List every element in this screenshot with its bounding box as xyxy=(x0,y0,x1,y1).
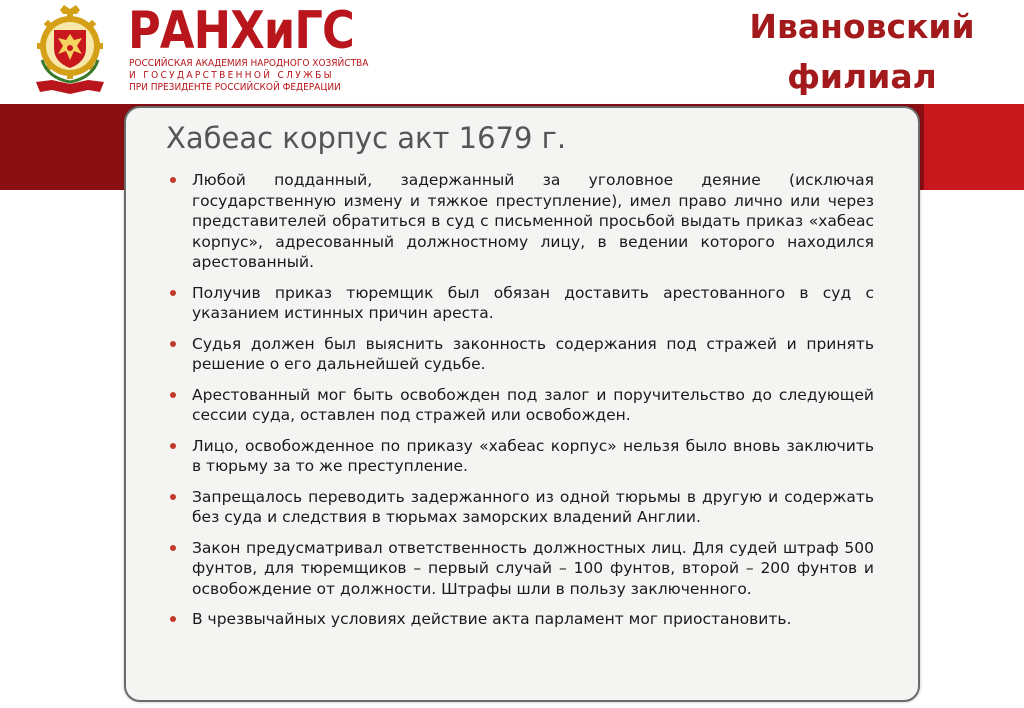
bullet-dot-icon xyxy=(170,177,176,183)
branch-line-2: филиал xyxy=(787,57,937,96)
bullet-text: В чрезвычайных условиях действие акта парламент мог приостановить. xyxy=(192,610,792,628)
bullet-dot-icon xyxy=(170,616,176,622)
bullet-text: Судья должен был выяснить законность содержания под стражей и принять решение о его дальнейшей судьбе. xyxy=(192,334,874,373)
bullet-item xyxy=(168,334,874,375)
eagle-emblem-icon xyxy=(30,4,110,98)
bullet-text: Любой подданный, задержанный за уголовное деяние (исключая государственную измену и тяжкое преступление), имел право лично или через представителей обратиться в суд с письменной просьбой выдать приказ «хабеас корпус», адресованный должностному лицу, в ведении которого находился арестованный. xyxy=(192,171,874,271)
bullet-dot-icon xyxy=(170,341,176,347)
bullet-item xyxy=(168,487,874,528)
bullet-list xyxy=(168,170,874,640)
bullet-dot-icon xyxy=(170,290,176,296)
bullet-dot-icon xyxy=(170,545,176,551)
bullet-dot-icon xyxy=(170,494,176,500)
slide-content-card xyxy=(124,106,920,702)
slide-title: Хабеас корпус акт 1679 г. xyxy=(166,121,567,155)
bullet-item xyxy=(168,283,874,324)
bullet-dot-icon xyxy=(170,392,176,398)
bullet-item xyxy=(168,538,874,600)
bullet-text: Запрещалось переводить задержанного из одной тюрьмы в другую и содержать без суда и следствия в тюрьмах заморских владений Англии. xyxy=(192,487,874,526)
branch-name xyxy=(742,2,982,102)
bullet-dot-icon xyxy=(170,443,176,449)
logo-title: РАНХиГС xyxy=(128,1,354,61)
logo-subtitle-line-3: ПРИ ПРЕЗИДЕНТЕ РОССИЙСКОЙ ФЕДЕРАЦИИ xyxy=(129,82,341,93)
bullet-item xyxy=(168,385,874,426)
bullet-text: Закон предусматривал ответственность должностных лиц. Для судей штраф 500 фунтов, для тюремщиков – первый случай – 100 фунтов, второй – 200 фунтов и освобождение от должности. Штрафы шли в пользу заключенного. xyxy=(192,538,874,598)
logo-subtitle-line-1: РОССИЙСКАЯ АКАДЕМИЯ НАРОДНОГО ХОЗЯЙСТВА xyxy=(129,58,369,69)
branch-line-1: Ивановский xyxy=(749,7,975,46)
bullet-item xyxy=(168,170,874,273)
header-band-accent xyxy=(924,104,1024,190)
header xyxy=(0,0,1024,104)
bullet-item xyxy=(168,609,874,630)
bullet-item xyxy=(168,436,874,477)
logo-subtitle-line-2: И ГОСУДАРСТВЕННОЙ СЛУЖБЫ xyxy=(129,70,334,81)
bullet-text: Лицо, освобожденное по приказу «хабеас корпус» нельзя было вновь заключить в тюрьму за то же преступление. xyxy=(192,436,874,475)
bullet-text: Получив приказ тюремщик был обязан доставить арестованного в суд с указанием истинных причин ареста. xyxy=(192,283,874,322)
bullet-text: Арестованный мог быть освобожден под залог и поручительство до следующей сессии суда, оставлен под стражей или освобожден. xyxy=(192,385,874,424)
